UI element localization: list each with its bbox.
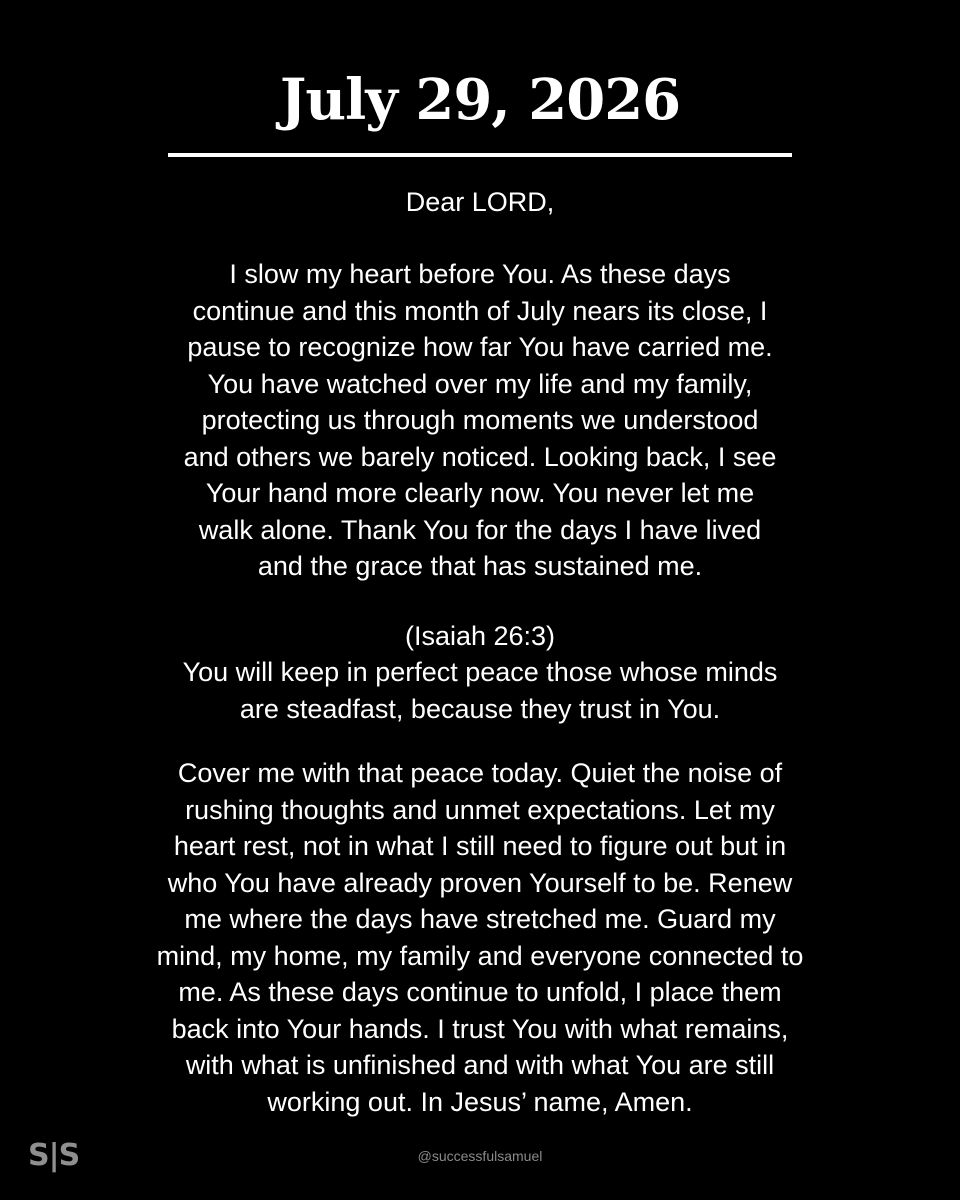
paragraph-line: I slow my heart before You. As these days (229, 259, 731, 289)
paragraph-line: who You have already proven Yourself to be. Renew (167, 867, 793, 898)
paragraph-line: pause to recognize how far You have carried me. (187, 332, 773, 362)
brand-logo: S|S (28, 1138, 80, 1173)
paragraph-line: with what is unfinished and with what You are still (185, 1050, 775, 1080)
paragraph-line: Your hand more clearly now. You never let me (205, 478, 755, 508)
title-divider (168, 153, 792, 157)
verse-line: You will keep in perfect peace those whose minds (182, 657, 778, 687)
verse-citation: (Isaiah 26:3) (404, 621, 556, 651)
page-title: July 29, 2026 (279, 67, 681, 133)
paragraph-line: You have watched over my life and my family, (207, 368, 753, 399)
paragraph-line: walk alone. Thank You for the days I have lived (198, 514, 762, 545)
paragraph-line: rushing thoughts and unmet expectations. Let my (185, 794, 775, 825)
paragraph-line: back into Your hands. I trust You with what remains, (171, 1013, 789, 1044)
paragraph-line: me. As these days continue to unfold, I place them (178, 977, 782, 1007)
greeting: Dear LORD, (405, 187, 555, 217)
paragraph-line: heart rest, not in what I still need to figure out but in (173, 831, 787, 861)
paragraph-line: me where the days have stretched me. Guard my (184, 904, 776, 934)
prayer-paragraph-1 (120, 256, 840, 585)
paragraph-line: and the grace that has sustained me. (257, 551, 703, 581)
paragraph-line: mind, my home, my family and everyone connected to (156, 940, 804, 971)
social-handle: @successfulsamuel (417, 1148, 543, 1164)
prayer-paragraph-2 (110, 755, 850, 1120)
paragraph-line: and others we barely noticed. Looking back, I see (183, 441, 777, 472)
paragraph-line: protecting us through moments we understood (201, 405, 759, 435)
paragraph-line: continue and this month of July nears its close, I (192, 295, 768, 326)
verse-text (120, 654, 840, 727)
paragraph-line: working out. In Jesus’ name, Amen. (267, 1086, 693, 1117)
paragraph-line: Cover me with that peace today. Quiet the noise of (177, 758, 783, 788)
verse-line: are steadfast, because they trust in You. (239, 693, 721, 724)
